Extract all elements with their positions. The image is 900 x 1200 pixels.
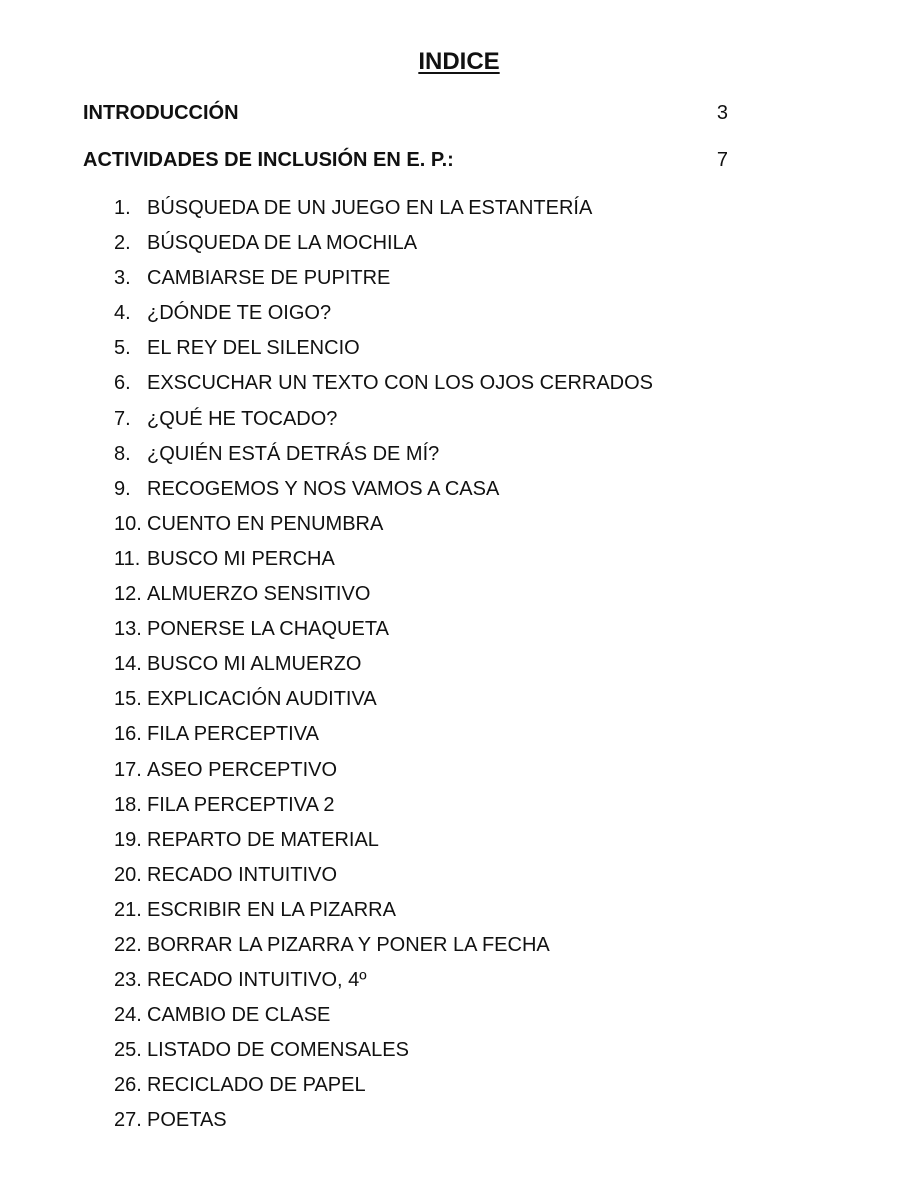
toc-item-text: BÚSQUEDA DE LA MOCHILA	[147, 232, 418, 255]
toc-section-label: ACTIVIDADES DE INCLUSIÓN EN E. P.:	[83, 149, 454, 171]
toc-item-text: BUSCO MI ALMUERZO	[147, 653, 362, 676]
toc-list-item	[114, 474, 653, 509]
toc-item-number: 11.	[114, 547, 141, 570]
toc-list-item	[114, 1070, 653, 1105]
toc-item-text: CAMBIARSE DE PUPITRE	[147, 267, 391, 290]
toc-item-text: CUENTO EN PENUMBRA	[147, 512, 384, 535]
toc-list-item	[114, 1035, 653, 1070]
toc-item-text: BORRAR LA PIZARRA Y PONER LA FECHA	[147, 933, 550, 956]
toc-item-number: 18.	[114, 793, 142, 816]
toc-item-number: 27.	[114, 1109, 142, 1132]
toc-list-item	[114, 930, 653, 965]
toc-item-text: EXSCUCHAR UN TEXTO CON LOS OJOS CERRADOS	[147, 372, 654, 395]
toc-item-number: 3.	[114, 267, 131, 290]
toc-item-number: 14.	[114, 653, 142, 676]
toc-list-item	[114, 965, 653, 1000]
toc-item-number: 10.	[114, 512, 142, 535]
toc-item-text: FILA PERCEPTIVA	[147, 723, 319, 746]
toc-item-text: BÚSQUEDA DE UN JUEGO EN LA ESTANTERÍA	[147, 197, 593, 219]
toc-item-number: 21.	[114, 898, 142, 921]
toc-item-number: 9.	[114, 477, 131, 500]
toc-section-label: INTRODUCCIÓN	[83, 102, 239, 124]
toc-item-text: ALMUERZO SENSITIVO	[147, 583, 371, 606]
toc-item-text: ASEO PERCEPTIVO	[147, 758, 338, 781]
toc-section-actividades	[83, 145, 728, 175]
toc-section-page-number: 7	[716, 149, 728, 171]
toc-list-item	[114, 579, 653, 614]
toc-item-text: ¿QUIÉN ESTÁ DETRÁS DE MÍ?	[147, 442, 440, 465]
toc-section-introduccion	[83, 98, 728, 128]
toc-item-text: EL REY DEL SILENCIO	[147, 337, 360, 360]
toc-item-text: ¿DÓNDE TE OIGO?	[147, 302, 332, 325]
toc-list-item	[114, 614, 653, 649]
toc-item-number: 19.	[114, 828, 142, 851]
toc-item-number: 8.	[114, 442, 131, 465]
toc-item-number: 25.	[114, 1039, 142, 1062]
toc-list-item	[114, 825, 653, 860]
toc-item-number: 2.	[114, 232, 131, 255]
toc-item-text: RECOGEMOS Y NOS VAMOS A CASA	[147, 477, 500, 500]
toc-list-item	[114, 333, 653, 368]
toc-item-number: 17.	[114, 758, 142, 781]
toc-item-text: PONERSE LA CHAQUETA	[147, 618, 389, 641]
toc-item-number: 26.	[114, 1074, 142, 1097]
toc-section-page-number: 3	[716, 102, 728, 124]
toc-list-item	[114, 298, 653, 333]
toc-item-text: ESCRIBIR EN LA PIZARRA	[147, 898, 396, 921]
toc-item-number: 12.	[114, 583, 142, 606]
toc-list-item	[114, 790, 653, 825]
toc-item-number: 1.	[114, 197, 131, 219]
page-title: INDICE	[418, 48, 500, 75]
toc-list-item	[114, 719, 653, 754]
toc-item-number: 16.	[114, 723, 142, 746]
toc-item-text: LISTADO DE COMENSALES	[147, 1039, 409, 1062]
toc-list-item	[114, 193, 653, 228]
toc-item-text: FILA PERCEPTIVA 2	[147, 793, 335, 816]
toc-item-text: BUSCO MI PERCHA	[147, 547, 335, 570]
toc-list-item	[114, 509, 653, 544]
toc-item-text: RECADO INTUITIVO	[147, 863, 338, 886]
toc-item-text: RECADO INTUITIVO, 4º	[147, 969, 367, 992]
toc-item-text: EXPLICACIÓN AUDITIVA	[147, 688, 377, 711]
toc-item-number: 22.	[114, 933, 142, 956]
toc-item-number: 13.	[114, 618, 142, 641]
toc-list-item	[114, 439, 653, 474]
toc-list-item	[114, 228, 653, 263]
toc-list-item	[114, 860, 653, 895]
toc-list-item	[114, 1105, 653, 1140]
toc-list-item	[114, 684, 653, 719]
toc-list-item	[114, 404, 653, 439]
toc-list-item	[114, 1000, 653, 1035]
toc-item-number: 15.	[114, 688, 142, 711]
toc-item-text: RECICLADO DE PAPEL	[147, 1074, 366, 1097]
toc-item-number: 24.	[114, 1004, 142, 1027]
toc-activity-list	[114, 193, 653, 1141]
toc-item-text: POETAS	[147, 1109, 227, 1132]
toc-item-number: 23.	[114, 969, 142, 992]
toc-item-number: 7.	[114, 407, 131, 430]
toc-item-text: ¿QUÉ HE TOCADO?	[147, 407, 338, 430]
toc-item-number: 4.	[114, 302, 131, 325]
toc-list-item	[114, 368, 653, 403]
toc-item-text: CAMBIO DE CLASE	[147, 1004, 331, 1027]
toc-list-item	[114, 755, 653, 790]
toc-list-item	[114, 649, 653, 684]
toc-item-number: 6.	[114, 372, 131, 395]
toc-item-text: REPARTO DE MATERIAL	[147, 828, 379, 851]
toc-list-item	[114, 895, 653, 930]
toc-list-item	[114, 263, 653, 298]
toc-list-item	[114, 544, 653, 579]
toc-item-number: 20.	[114, 863, 142, 886]
toc-item-number: 5.	[114, 337, 131, 360]
